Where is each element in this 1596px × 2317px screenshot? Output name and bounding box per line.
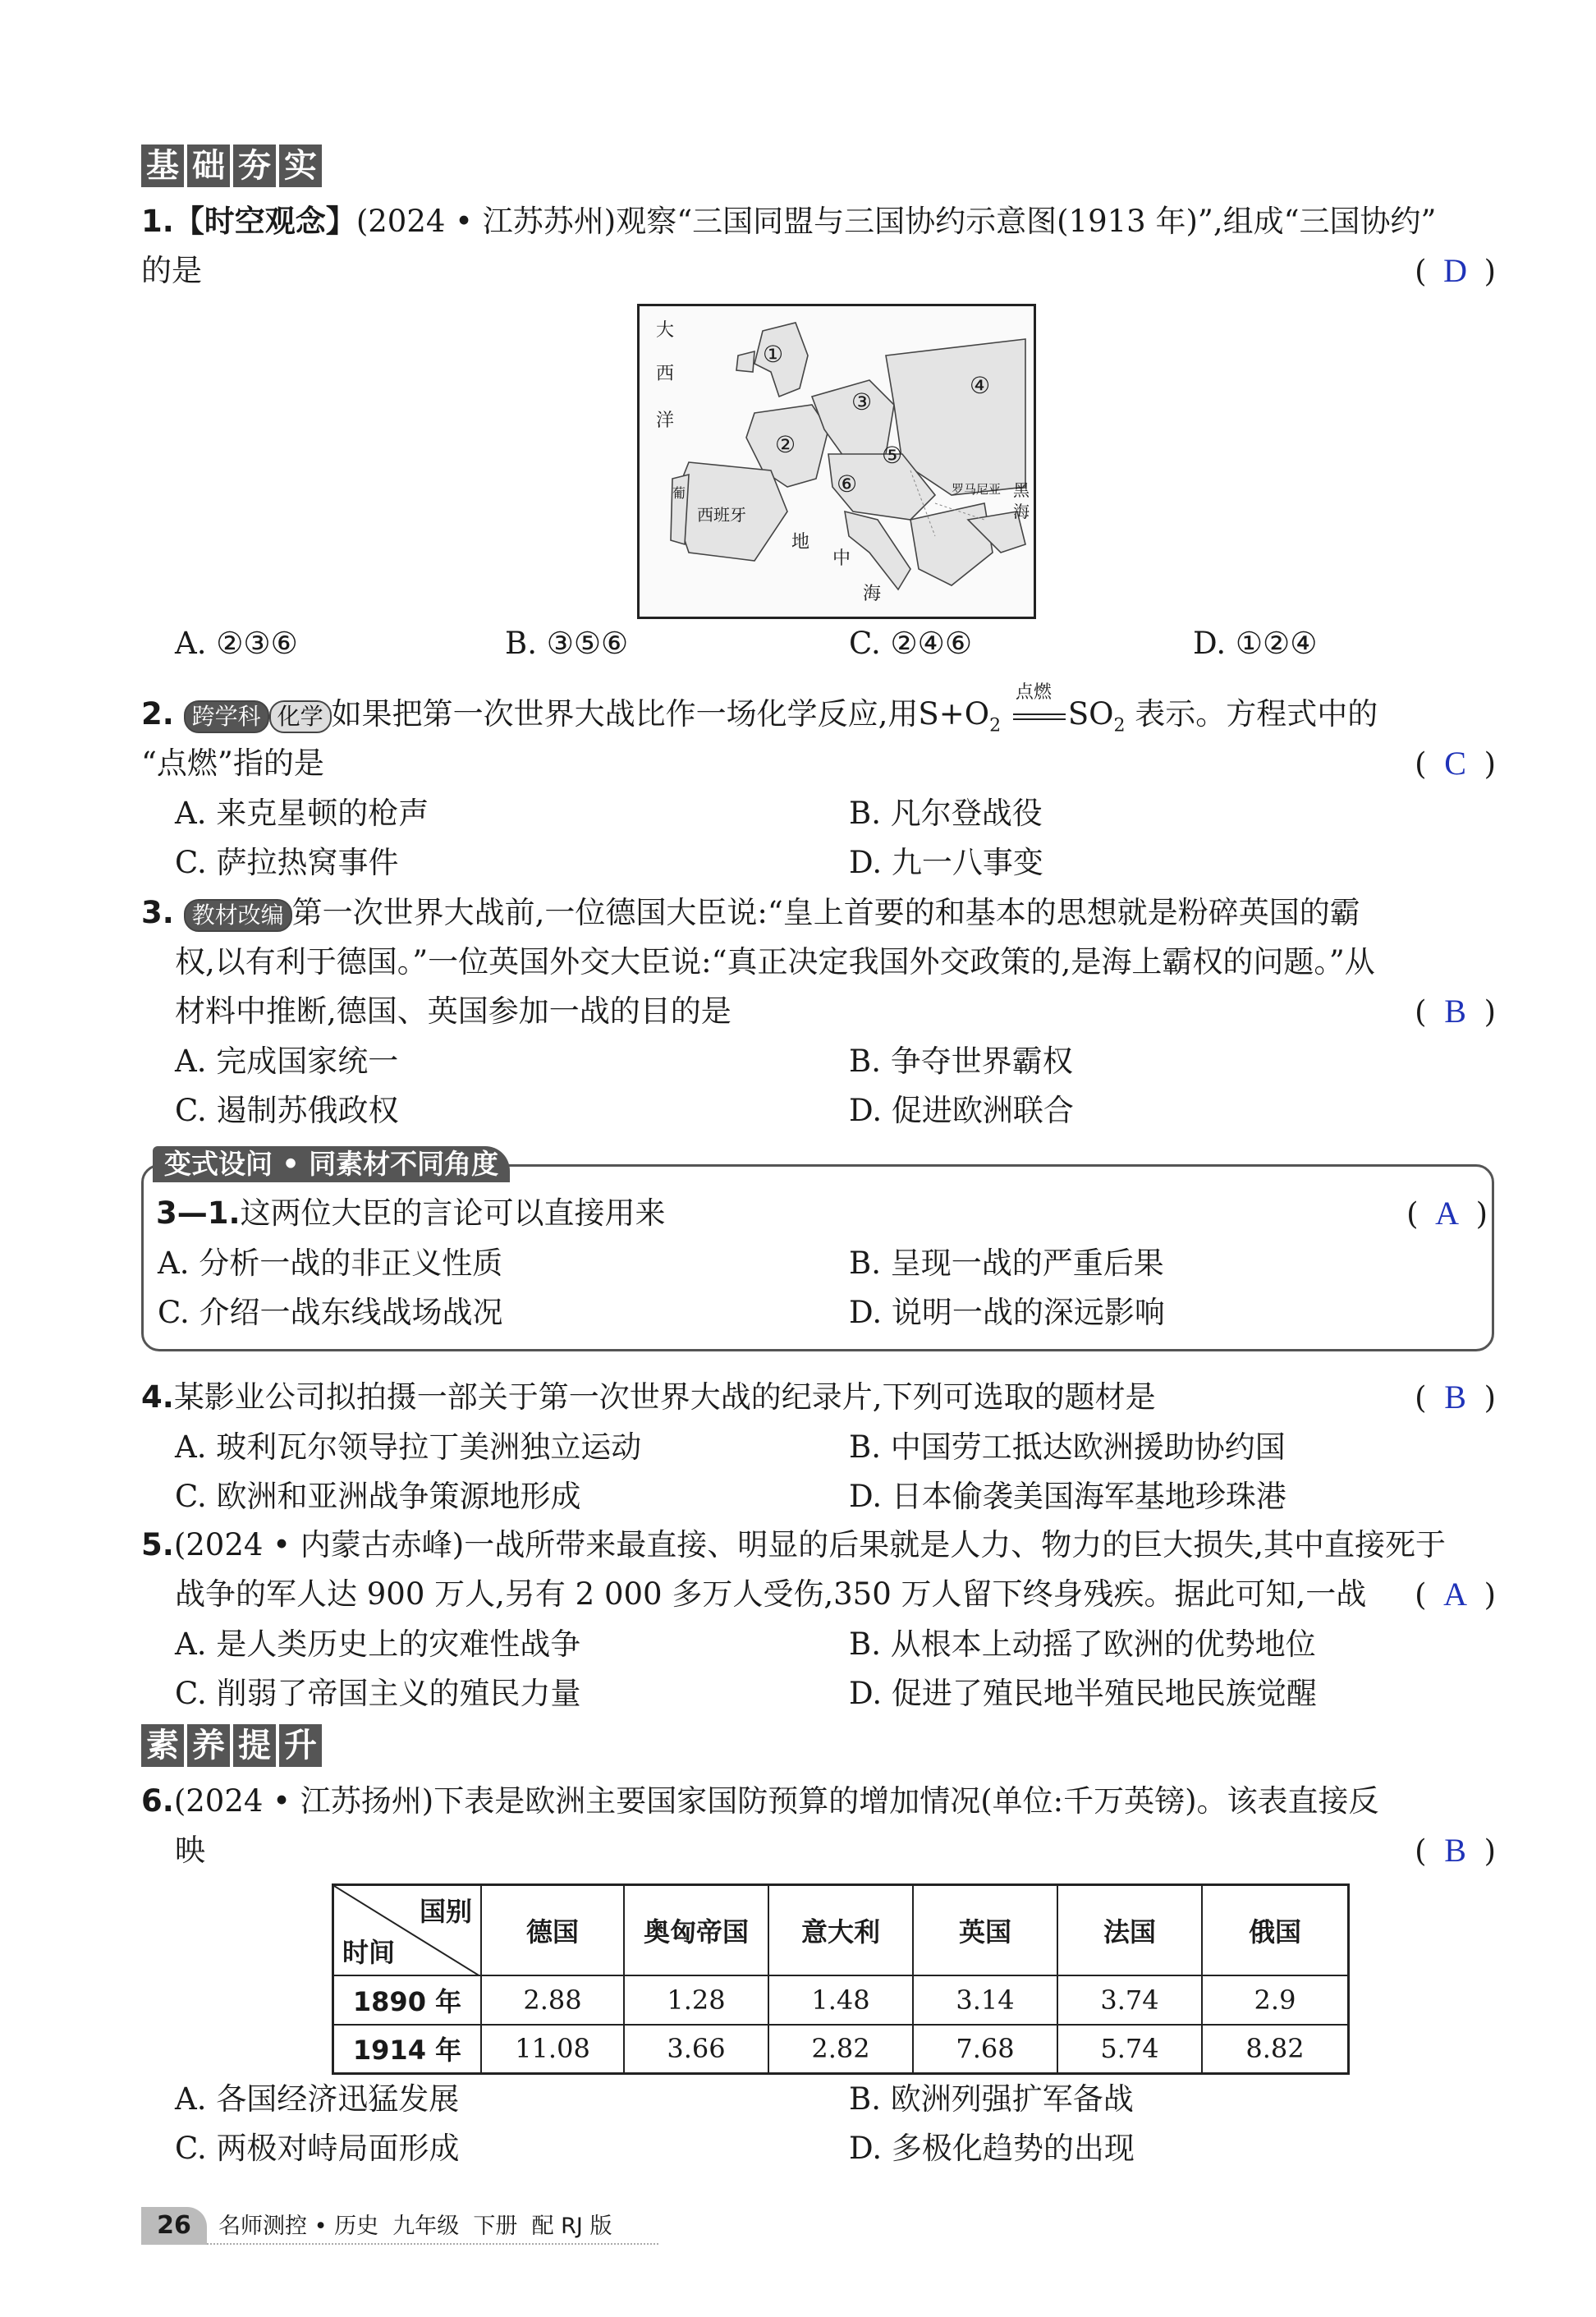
option-a: A. 完成国家统一: [175, 1044, 399, 1079]
reaction-arrow: [1011, 682, 1068, 739]
map-label: 罗马尼亚: [952, 482, 1002, 497]
answer-value: B: [1444, 993, 1466, 1030]
table-cell: 1.48: [768, 1975, 913, 2025]
answer-bracket: ( C ): [1415, 739, 1496, 789]
table-cell: 8.82: [1202, 2025, 1349, 2074]
map-marker: ③: [851, 388, 873, 415]
table-header: 意大利: [768, 1885, 913, 1975]
table-row: [333, 1975, 1349, 2025]
reaction-condition: 点燃: [1015, 682, 1052, 703]
question-text: 第一次世界大战前,一位德国大臣说:“皇上首要的和基本的思想就是粉碎英国的霸: [291, 895, 1360, 930]
subscript: 2: [1113, 715, 1126, 736]
option-b: B. 争夺世界霸权: [849, 1044, 1073, 1079]
table-cell: 11.08: [481, 2025, 624, 2074]
table-cell: 5.74: [1057, 2025, 1202, 2074]
answer-bracket: ( D ): [1415, 246, 1496, 296]
answer-value: D: [1443, 252, 1467, 289]
table-header: 奥匈帝国: [624, 1885, 768, 1975]
variant-title: 变式设问 • 同素材不同角度: [153, 1146, 510, 1182]
table-row: [333, 2025, 1349, 2074]
section-header-improve: [141, 1724, 322, 1767]
question-1-line2: [141, 246, 1496, 296]
variant-question: [156, 1189, 1511, 1238]
question-number: 4.: [141, 1379, 174, 1415]
section-char: 基: [141, 145, 184, 187]
question-5: [141, 1521, 1496, 1570]
question-text: 映: [175, 1833, 205, 1868]
question-3-line3: [175, 987, 1530, 1036]
section-char: 素: [141, 1724, 184, 1767]
table-cell: 2.82: [768, 2025, 913, 2074]
map-label: 海: [863, 584, 882, 604]
option-d: D. 日本偷袭美国海军基地珍珠港: [849, 1479, 1286, 1514]
answer-value: B: [1444, 1379, 1466, 1415]
question-6-line2: [175, 1826, 1530, 1875]
option-d: D. ①②④: [1193, 626, 1318, 661]
option-a: A. 玻利瓦尔领导拉丁美洲独立运动: [175, 1429, 642, 1465]
answer-bracket: ( A ): [1415, 1570, 1496, 1620]
map-marker: ⑤: [882, 442, 903, 469]
question-text: “点燃”指的是: [141, 746, 324, 781]
map-label: 西班牙: [697, 505, 746, 525]
section-char: 夯: [233, 145, 276, 187]
answer-bracket: ( B ): [1415, 1373, 1496, 1423]
option-a: A. 是人类历史上的灾难性战争: [175, 1626, 581, 1662]
option-d: D. 九一八事变: [849, 845, 1043, 880]
question-6: [141, 1777, 1496, 1826]
tag-badge: 跨学科: [184, 700, 269, 733]
europe-map: [637, 304, 1036, 619]
question-4: [141, 1373, 1496, 1422]
question-number: 1.: [141, 204, 174, 239]
map-marker: ④: [970, 372, 991, 399]
map-label: 海: [1013, 502, 1030, 521]
table-header: 英国: [913, 1885, 1057, 1975]
question-1: [141, 197, 1496, 246]
section-char: 升: [279, 1724, 322, 1767]
subscript: 2: [989, 715, 1002, 736]
map-marker: ①: [763, 341, 784, 368]
question-number: 3—1.: [156, 1195, 241, 1231]
question-5-line2: [175, 1570, 1530, 1619]
table-cell: 3.66: [624, 2025, 768, 2074]
tag-badge: 教材改编: [184, 899, 292, 932]
option-a: A. 来克星顿的枪声: [175, 796, 429, 831]
option-b: B. 呈现一战的严重后果: [849, 1246, 1164, 1281]
question-text: 如果把第一次世界大战比作一场化学反应,用S+O: [331, 696, 990, 732]
answer-bracket: ( A ): [1406, 1189, 1488, 1239]
question-number: 5.: [141, 1527, 174, 1562]
row-year: 1914 年: [333, 2025, 482, 2074]
question-text: 战争的军人达 900 万人,另有 2 000 多万人受伤,350 万人留下终身残疾。据此可知,一战: [175, 1576, 1367, 1612]
question-text: (2024 • 内蒙古赤峰)一战所带来最直接、明显的后果就是人力、物力的巨大损失,其中直接死于: [173, 1527, 1446, 1562]
option-b: B. 凡尔登战役: [849, 796, 1043, 831]
section-header-basic: [141, 145, 322, 187]
option-c: C. ②④⑥: [849, 626, 973, 661]
answer-value: A: [1435, 1195, 1459, 1232]
option-b: B. 中国劳工抵达欧洲援助协约国: [849, 1429, 1286, 1465]
row-year: 1890 年: [333, 1975, 482, 2025]
answer-value: B: [1444, 1832, 1466, 1869]
answer-bracket: ( B ): [1415, 1826, 1496, 1876]
map-label: 葡: [672, 485, 686, 501]
question-number: 3.: [141, 895, 174, 930]
option-c: C. 欧洲和亚洲战争策源地形成: [175, 1479, 581, 1514]
option-b: B. 欧洲列强扩军备战: [849, 2081, 1134, 2117]
budget-table: [332, 1883, 1350, 2075]
table-header: 俄国: [1202, 1885, 1349, 1975]
table-cell: 2.9: [1202, 1975, 1349, 2025]
question-3-line2: [175, 938, 1505, 987]
option-b: B. ③⑤⑥: [505, 626, 629, 661]
option-d: D. 说明一战的深远影响: [849, 1295, 1165, 1330]
table-cell: 3.74: [1057, 1975, 1202, 2025]
answer-value: A: [1443, 1576, 1467, 1613]
map-label: 西: [656, 364, 675, 384]
map-illustration: [640, 306, 1034, 617]
question-tag: 【时空观念】: [173, 204, 356, 239]
tag-badge: 化学: [269, 700, 332, 733]
question-2-line2: [141, 739, 1496, 788]
table-cell: 1.28: [624, 1975, 768, 2025]
section-char: 础: [187, 145, 230, 187]
table-cell: 2.88: [481, 1975, 624, 2025]
option-c: C. 遏制苏俄政权: [175, 1093, 399, 1128]
question-text: 某影业公司拟拍摄一部关于第一次世界大战的纪录片,下列可选取的题材是: [173, 1379, 1156, 1415]
option-c: C. 介绍一战东线战场战况: [158, 1295, 503, 1330]
map-label: 大: [656, 320, 675, 341]
footer-rule: [207, 2243, 658, 2245]
map-label: 地: [791, 532, 810, 553]
corner-bottom: 时间: [342, 1936, 396, 1968]
option-d: D. 促进欧洲联合: [849, 1093, 1074, 1128]
question-number: 6.: [141, 1783, 174, 1819]
map-marker: ⑥: [837, 470, 858, 498]
answer-bracket: ( B ): [1415, 987, 1496, 1037]
option-c: C. 两极对峙局面形成: [175, 2131, 460, 2166]
question-text: (2024 • 江苏扬州)下表是欧洲主要国家国防预算的增加情况(单位:千万英镑)。该表直接反: [173, 1783, 1379, 1819]
map-label: 中: [832, 548, 851, 569]
question-text: 的是: [141, 253, 202, 288]
question-text: 权,以有利于德国。”一位英国外交大臣说:“真正决定我国外交政策的,是海上霸权的问题。”从: [175, 944, 1375, 980]
table-cell: 7.68: [913, 2025, 1057, 2074]
table-header: 德国: [481, 1885, 624, 1975]
question-text: 表示。方程式中的: [1125, 696, 1378, 732]
option-b: B. 从根本上动摇了欧洲的优势地位: [849, 1626, 1316, 1662]
option-c: C. 削弱了帝国主义的殖民力量: [175, 1676, 581, 1711]
section-char: 养: [187, 1724, 230, 1767]
map-label: 黑: [1013, 480, 1030, 500]
page-number: 26: [141, 2207, 207, 2245]
map-marker: ②: [775, 431, 796, 458]
question-text: 这两位大臣的言论可以直接用来: [240, 1195, 666, 1231]
question-number: 2.: [141, 696, 174, 732]
corner-top: 国别: [419, 1896, 472, 1927]
option-a: A. 分析一战的非正义性质: [158, 1246, 503, 1281]
answer-value: C: [1444, 745, 1466, 782]
section-char: 提: [233, 1724, 276, 1767]
footer-text: 名师测控 • 历史 九年级 下册 配 RJ 版: [218, 2214, 612, 2239]
table-header: 法国: [1057, 1885, 1202, 1975]
map-label: 洋: [656, 411, 675, 431]
option-d: D. 多极化趋势的出现: [849, 2131, 1135, 2166]
option-c: C. 萨拉热窝事件: [175, 845, 399, 880]
table-corner: [333, 1885, 482, 1975]
option-a: A. ②③⑥: [175, 626, 298, 661]
question-3: [141, 888, 1496, 938]
question-text: 材料中推断,德国、英国参加一战的目的是: [175, 993, 732, 1029]
table-cell: 3.14: [913, 1975, 1057, 2025]
section-char: 实: [279, 145, 322, 187]
option-a: A. 各国经济迅猛发展: [175, 2081, 460, 2117]
question-text: (2024 • 江苏苏州)观察“三国同盟与三国协约示意图(1913 年)”,组成“三国协约”: [355, 204, 1437, 239]
question-text: SO: [1067, 696, 1114, 732]
option-d: D. 促进了殖民地半殖民地民族觉醒: [849, 1676, 1317, 1711]
